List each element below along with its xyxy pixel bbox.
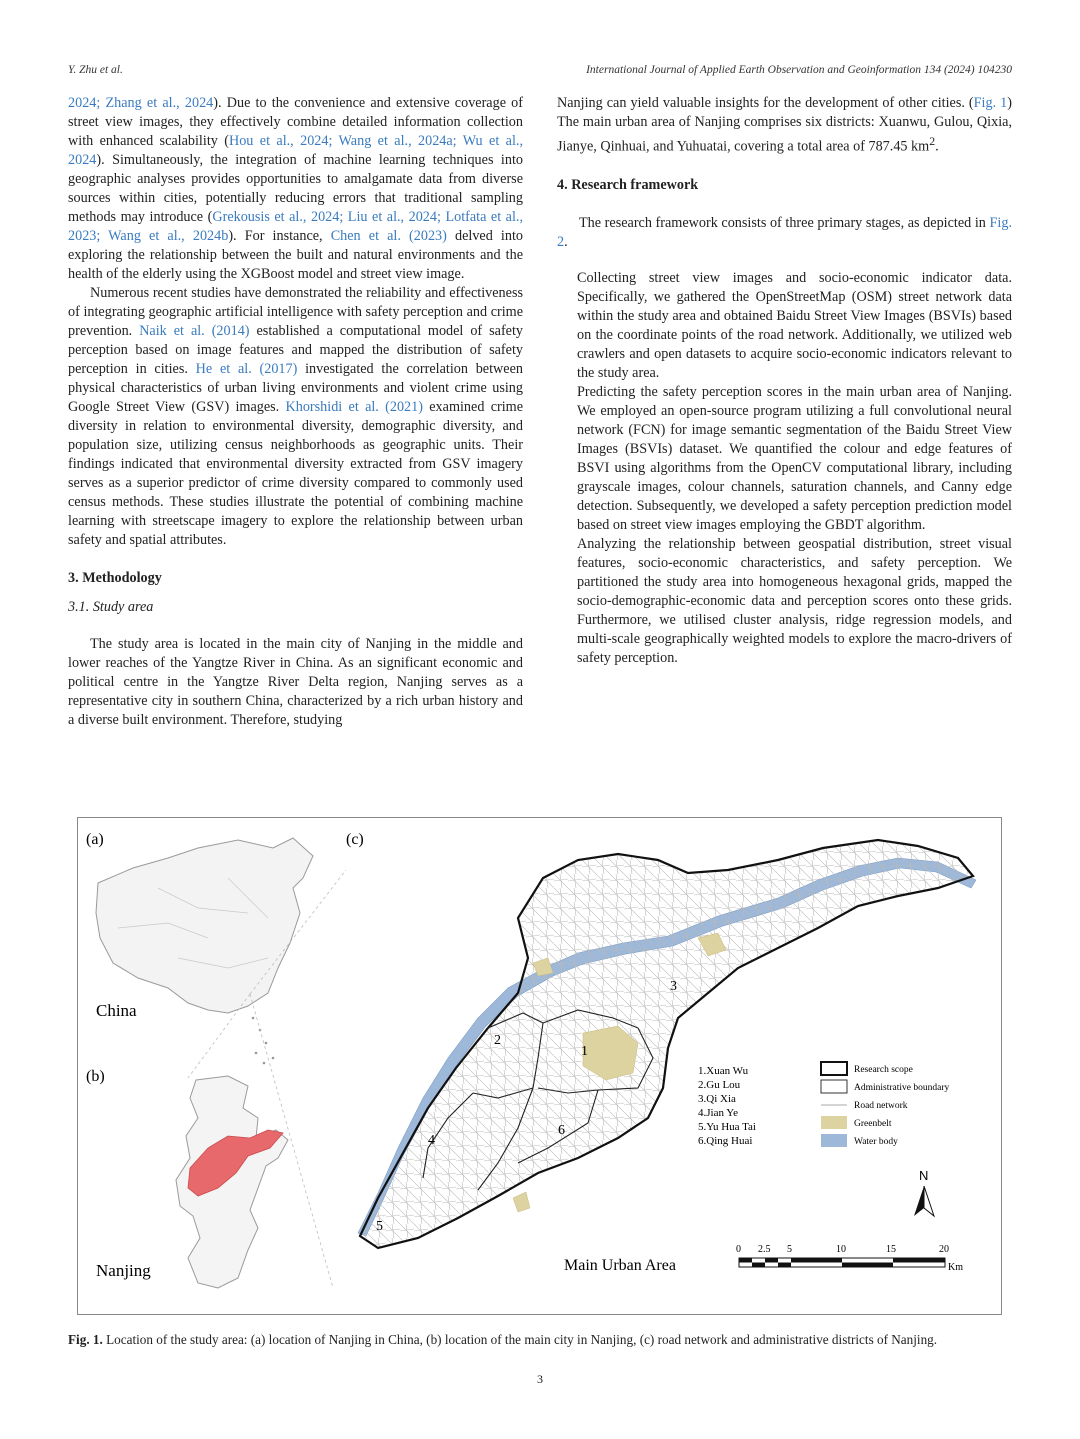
label-china: China [96, 1001, 137, 1020]
list-item: Predicting the safety perception scores in the main urban area of Nanjing. We employed an open-source program utilizing a full convolutional neural network (FCN) for image semantic segmentation of the Baidu Street View Images (BSVIs) dataset. We quantified the colour and edge features of BSVI using algorithms from the OpenCV computational library, including grayscale images, colour channels, saturation channels, and Canny edge detection. Subsequently, we developed a safety perception prediction model based on street view images employing the GBDT algorithm. [577, 383, 1012, 533]
label-main-urban-area: Main Urban Area [564, 1257, 676, 1274]
scale-unit: Km [948, 1262, 963, 1273]
citation-link[interactable]: 2024; Zhang et al., 2024 [68, 95, 214, 111]
district-number: 5 [376, 1219, 383, 1234]
district-list-item: 4.Jian Ye [698, 1107, 739, 1119]
caption-text: Location of the study area: (a) location of Nanjing in China, (b) location of the main city in Nanjing, (c) road network and administrative districts of Nanjing. [102, 1332, 938, 1347]
running-header-journal: International Journal of Applied Earth Observation and Geoinformation 134 (2024) 104230 [586, 64, 1012, 76]
figure-1 [77, 817, 1002, 1315]
citation-link[interactable]: Khorshidi et al. (2021) [285, 399, 423, 415]
citation-link[interactable]: Grekousis et al., 2024; Liu et al., 2024; Lotfata et al., 2023; Wang et al., 2024b [68, 209, 523, 244]
north-arrow-icon [914, 1186, 924, 1216]
district-number: 3 [670, 979, 677, 994]
page-number: 3 [537, 1372, 543, 1386]
paragraph: Numerous recent studies have demonstrated the reliability and effectiveness of integrating geographic artificial intelligence with safety perception and crime prevention. Naik et al. (2014) established a computational model of safety perception based on image features and mapped the distribution of safety perception in cities. He et al. (2017) investigated the correlation between physical characteristics of urban living environments and violent crime using Google Street View (GSV) images. Khorshidi et al. (2021) examined crime diversity in relation to environmental diversity, demographic diversity, and population size, utilizing census neighborhoods as geographic units. Their findings indicated that environmental diversity extracted from GSV imagery serves as a superior predictor of crime diversity compared to commonly used census methods. These studies illustrate the potential of combining machine learning with streetscape imagery to explore the relationship between urban safety and spatial attributes. [68, 285, 523, 548]
panel-label-b: (b) [86, 1068, 105, 1085]
scale-bar [736, 1244, 963, 1273]
district-number: 4 [428, 1133, 435, 1148]
scale-tick: 0 [736, 1244, 741, 1255]
section-heading: 3. Methodology [68, 570, 162, 586]
district-list-item: 1.Xuan Wu [698, 1065, 749, 1077]
legend-swatch-research-scope [821, 1062, 847, 1075]
section-heading: 4. Research framework [557, 176, 699, 193]
district-list-item: 6.Qing Huai [698, 1135, 753, 1147]
north-label: N [919, 1168, 929, 1183]
panel-label-c: (c) [346, 831, 364, 848]
right-column [557, 94, 1012, 668]
caption-label: Fig. 1. [68, 1332, 103, 1347]
legend-label: Administrative boundary [854, 1083, 950, 1093]
legend-label: Greenbelt [854, 1119, 892, 1129]
district-list-item: 5.Yu Hua Tai [698, 1121, 756, 1133]
legend-label: Water body [854, 1137, 898, 1147]
china-outline [96, 838, 313, 1013]
citation-link[interactable]: Hou et al., 2024; Wang et al., 2024a; Wu et al., 2024 [68, 133, 523, 168]
subsection-heading: 3.1. Study area [68, 599, 154, 615]
legend-swatch-admin-boundary [821, 1080, 847, 1093]
north-arrow [914, 1168, 934, 1216]
running-header-authors: Y. Zhu et al. [68, 64, 123, 76]
list-item: Analyzing the relationship between geospatial distribution, street visual features, socio-economic characteristics, and safety perception. We partitioned the study area into homogeneous hexagonal grids, mapped the socio-demographic-economic data and perception scores onto these grids. Furthermore, we utilised cluster analysis, ridge regression models, and multi-scale geographically weighted models to explore the macro-drivers of safety perception. [577, 535, 1012, 666]
map-legend [821, 1062, 949, 1147]
paragraph: Nanjing can yield valuable insights for the development of other cities. (Fig. 1) The main urban area of Nanjing comprises six districts: Xuanwu, Gulou, Qixia, Jianye, Qinhuai, and Yuhuatai, covering a total area of 787.45 $km^2$. [557, 95, 1012, 155]
district-number: 2 [494, 1033, 501, 1048]
paragraph: The research framework consists of three primary stages, as depicted in Fig. 2. [557, 214, 1012, 250]
scale-tick: 15 [886, 1244, 896, 1255]
left-column [68, 94, 523, 730]
figure-link[interactable]: Fig. 1 [973, 95, 1008, 111]
legend-swatch-water [821, 1134, 847, 1147]
list-item: Collecting street view images and socio-economic indicator data. Specifically, we gathered the OpenStreetMap (OSM) street network data within the study area and obtained Baidu Street View Images (BSVIs) based on the coordinate points of the road network. Additionally, we utilized web crawlers and open datasets to acquire socio-economic indicators relevant to the study area. [577, 269, 1012, 381]
scale-tick: 10 [836, 1244, 846, 1255]
district-list [698, 1065, 756, 1147]
scale-tick: 5 [787, 1244, 792, 1255]
label-nanjing: Nanjing [96, 1261, 151, 1280]
district-list-item: 3.Qi Xia [698, 1093, 736, 1105]
panel-label-a: (a) [86, 831, 104, 848]
figure-link[interactable]: Fig. 2 [557, 214, 1012, 250]
district-number: 1 [581, 1044, 588, 1059]
citation-link[interactable]: He et al. (2017) [195, 361, 298, 377]
paragraph: The study area is located in the main city of Nanjing in the middle and lower reaches of the Yangtze River in China. As an significant economic and political centre in the Yangtze River Delta region, Nanjing serves as a representative city in southern China, characterized by a rich urban history and a diverse built environment. Therefore, studying [68, 636, 523, 728]
district-number: 6 [558, 1123, 565, 1138]
citation-link[interactable]: Naik et al. (2014) [139, 323, 250, 339]
figure-caption [68, 1331, 1018, 1348]
citation-link[interactable]: Chen et al. (2023) [330, 228, 447, 244]
legend-label: Research scope [854, 1065, 913, 1075]
scale-tick: 20 [939, 1244, 949, 1255]
district-list-item: 2.Gu Lou [698, 1079, 741, 1091]
legend-swatch-greenbelt [821, 1116, 847, 1129]
figure-1-map [78, 818, 1001, 1314]
legend-label: Road network [854, 1101, 908, 1111]
research-scope-outline [360, 840, 973, 1248]
paragraph: 2024; Zhang et al., 2024). Due to the convenience and extensive coverage of street view images, they effectively combine detailed information collection with enhanced scalability (Hou et al., 2024; Wang et al., 2024a; Wu et al., 2024). Simultaneously, the integration of machine learning techniques into geographic analyses provides opportunities to amalgamate data from diverse sources within cities, potentially reducing errors that traditional sampling methods may introduce (Grekousis et al., 2024; Liu et al., 2024; Lotfata et al., 2023; Wang et al., 2024b). For instance, Chen et al. (2023) delved into exploring the relationship between the built and natural environments and the health of the elderly using the XGBoost model and street view image. [68, 95, 524, 282]
scale-tick: 2.5 [758, 1244, 771, 1255]
